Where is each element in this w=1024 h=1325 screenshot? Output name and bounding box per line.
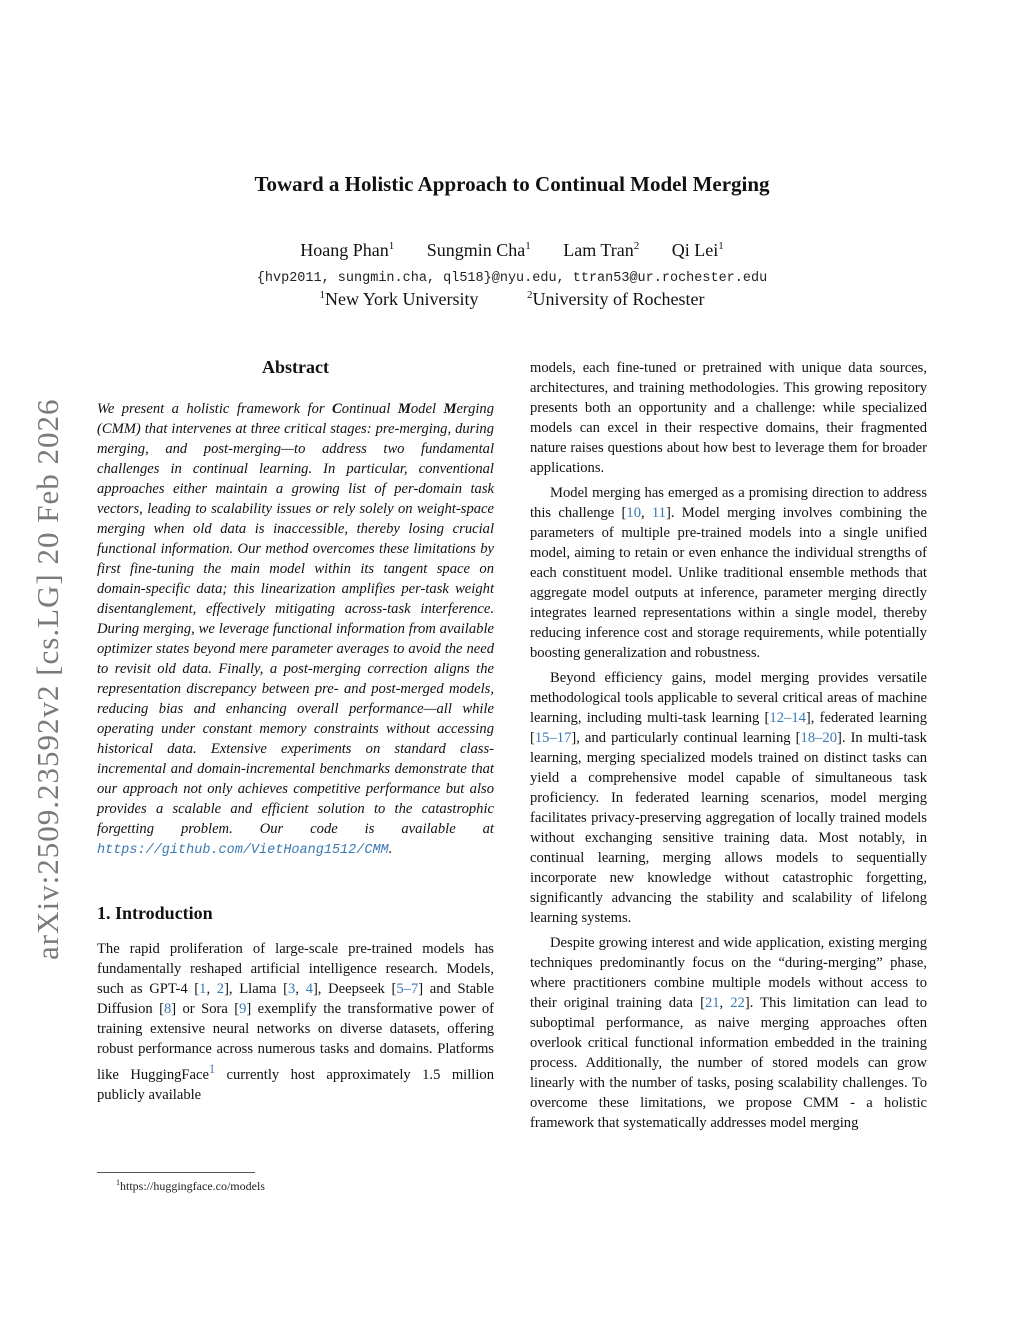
- author: Sungmin Cha$^1$: [426, 240, 531, 260]
- left-column: [97, 355, 494, 1110]
- affiliations: [0, 289, 1024, 310]
- citation-link[interactable]: 10: [626, 505, 641, 521]
- footnote-marker[interactable]: 1: [208, 1062, 216, 1076]
- abstract-text: We present a holistic framework for Continual Model Merging (CMM) that intervenes at three critical stages: pre-merging, during merging, and post-merging—to address two fundamental challenges in continual learning. In particular, conventional approaches either maintain a growing list of per-domain task vectors, leading to scalability issues or rely solely on weight-space merging when old data is inaccessible, thereby losing crucial functional information. Our method overcomes these limitations by first fine-tuning the main model within its tangent space on domain-specific data; this linearization amplifies per-task weight disentanglement, effectively mitigating across-task interference. During merging, we leverage functional information from available optimizer states beyond mere parameter averages to avoid the need to revisit old data. Finally, a post-merging correction aligns the representation discrepancy between pre- and post-merged models, reducing bias and enhancing overall performance—all while operating under constant memory constraints without accessing historical data. Extensive experiments on standard class-incremental and domain-incremental benchmarks demonstrate that our approach not only achieves competitive performance but also provides a scalable and efficient solution to the catastrophic forgetting problem. Our code is available at https://github.com/VietHoang1512/CMM.: [97, 401, 495, 858]
- citation-link[interactable]: 1: [199, 981, 207, 997]
- citation-link[interactable]: 5–7: [396, 981, 419, 997]
- citation-link[interactable]: 15–17: [534, 730, 572, 746]
- footnote: $^1$https://huggingface.co/models: [116, 1178, 265, 1193]
- body-paragraph: Despite growing interest and wide application, existing merging techniques predominantly focus on the “during-merging” phase, where practitioners combine multiple models without access to their original training data [21, 22]. This limitation can lead to suboptimal performance, as naive merging approaches often overlook critical functional information embedded in the training process. Additionally, the number of stored models can grow linearly with the number of tasks, posing scalability challenges. To overcome these limitations, we propose CMM - a holistic framework that systematically addresses model merging: [530, 935, 927, 1131]
- citation-link[interactable]: 18–20: [800, 730, 837, 746]
- affiliation: $^2$University of Rochester: [527, 289, 705, 309]
- author: Qi Lei$^1$: [671, 240, 724, 260]
- affiliation: $^1$New York University: [319, 289, 479, 309]
- intro-paragraph: The rapid proliferation of large-scale pre-trained models has fundamentally reshaped artificial intelligence research. Models, such as GPT-4 [1, 2], Llama [3, 4], Deepseek [5–7] and Stable Diffusion [8] or Sora [9] exemplify the transformative power of training extensive neural networks on diverse datasets, offering robust performance across numerous tasks and domains. Platforms like HuggingFace$^1$ currently host approximately 1.5 million publicly available: [97, 941, 494, 1103]
- abstract-heading: Abstract: [262, 357, 329, 377]
- author-list: [0, 240, 1024, 261]
- footnote-url[interactable]: https://huggingface.co/models: [120, 1179, 265, 1193]
- author: Lam Tran$^2$: [563, 240, 640, 260]
- citation-link[interactable]: 11: [651, 505, 666, 521]
- code-repo-link[interactable]: https://github.com/VietHoang1512/CMM: [97, 843, 389, 858]
- section-heading-introduction: 1. Introduction: [97, 903, 213, 923]
- citation-link[interactable]: 22: [730, 995, 745, 1011]
- citation-link[interactable]: 3: [288, 981, 296, 997]
- citation-link[interactable]: 2: [216, 981, 225, 997]
- citation-link[interactable]: 12–14: [769, 710, 806, 726]
- paper-title: Toward a Holistic Approach to Continual Model Merging: [254, 172, 770, 196]
- footnote-divider: [97, 1172, 255, 1173]
- right-column: [530, 358, 927, 1138]
- body-paragraph: Model merging has emerged as a promising direction to address this challenge [10, 11]. Model merging involves combining the parameters of multiple pre-trained models into a single unified model, aiming to retain or even enhance the individual strengths of each constituent model. Unlike traditional ensemble methods that aggregate model outputs at inference, parameter merging directly integrates learned representations within a single model, thereby reducing inference cost and storage requirements, while potentially boosting generalization and robustness.: [530, 485, 927, 661]
- arxiv-stamp: arXiv:2509.23592v2 [cs.LG] 20 Feb 2026: [30, 398, 65, 960]
- body-paragraph: Beyond efficiency gains, model merging provides versatile methodological tools applicable to several critical areas of machine learning, including multi-task learning [12–14], federated learning [15–17], and particularly continual learning [18–20]. In multi-task learning, merging specialized models trained on distinct tasks can yield a comprehensive model capable of simultaneous task proficiency. In federated learning scenarios, model merging facilitates privacy-preserving aggregation of locally trained models without exchanging sensitive training data. Most notably, in continual learning, merging allows models to sequentially incorporate new knowledge without catastrophic forgetting, significantly advancing the stability and scalability of lifelong learning systems.: [530, 670, 927, 926]
- citation-link[interactable]: 21: [704, 995, 720, 1011]
- author: Hoang Phan$^1$: [300, 240, 395, 260]
- citation-link[interactable]: 9: [239, 1001, 247, 1017]
- author-emails: {hvp2011, sungmin.cha, ql518}@nyu.edu, ttran53@ur.rochester.edu: [256, 271, 768, 286]
- body-paragraph: models, each fine-tuned or pretrained with unique data sources, architectures, and training methodologies. This growing repository presents both an opportunity and a challenge: while specialized models can excel in their respective domains, their fragmented nature raises questions about how best to leverage them for broader applications.: [530, 360, 927, 476]
- citation-link[interactable]: 4: [305, 981, 313, 997]
- citation-link[interactable]: 8: [163, 1001, 172, 1017]
